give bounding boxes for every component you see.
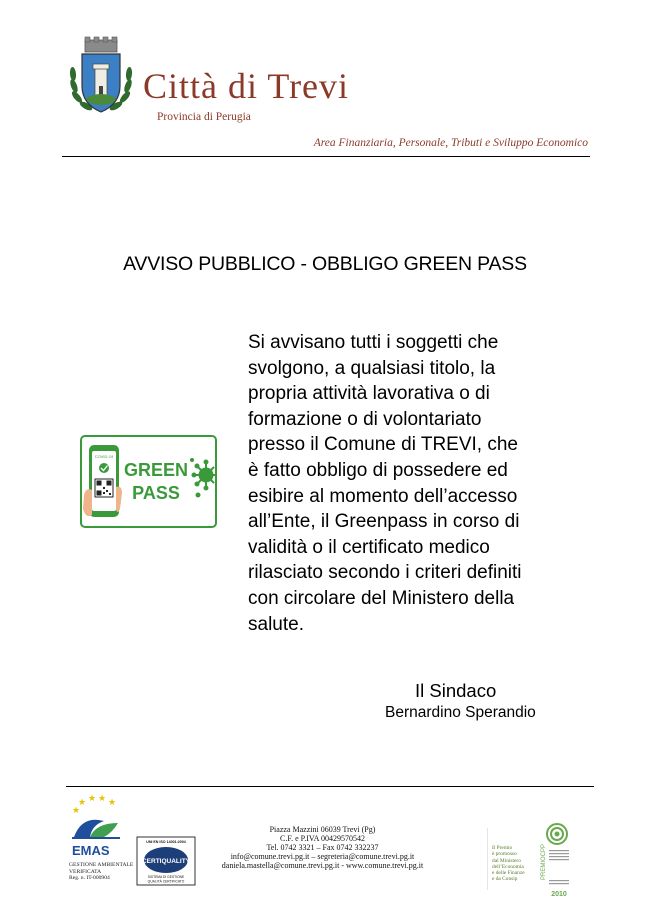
premio-caption-line: e da Consip <box>492 876 518 883</box>
premio-caption-line: Il Premio <box>492 845 513 851</box>
contact-info <box>205 826 440 871</box>
signature-block <box>385 680 585 722</box>
certiquality-standard: UNI EN ISO 14001:2004 <box>146 840 186 844</box>
notice-line: è fatto obbligo di possedere ed <box>248 459 508 481</box>
premio-caption-line: dell’Economia <box>492 863 524 870</box>
emas-logo-text: EMAS <box>72 843 110 858</box>
notice-line: presso il Comune di TREVI, che <box>248 434 518 456</box>
notice-line: salute. <box>248 613 304 635</box>
notice-line: propria attività lavorativa o di <box>248 383 490 405</box>
department-label: Area Finanziaria, Personale, Tributi e Sviluppo Economico <box>313 137 588 149</box>
notice-line: all’Ente, il Greenpass in corso di <box>248 511 520 533</box>
city-crest-logo <box>68 36 134 118</box>
notice-body <box>248 330 576 637</box>
emas-caption-line: Reg. n. IT-000904 <box>69 875 110 881</box>
premio-caption-line: e delle Finanze <box>492 870 525 877</box>
contact-address: Piazza Mazzini 06039 Trevi (Pg) <box>269 825 376 834</box>
premio-caption-line: dal Ministero <box>492 857 521 864</box>
emas-caption-line: VERIFICATA <box>69 868 102 875</box>
certiquality-caption-line: SISTEMA DI GESTIONE <box>147 875 185 879</box>
notice-line: Si avvisano tutti i soggetti che <box>248 332 499 353</box>
certiquality-name: CERTIQUALITY <box>141 858 191 865</box>
signatory-name: Bernardino Sperandio <box>385 704 536 721</box>
notice-line: con circolare del Ministero della <box>248 587 515 609</box>
green-pass-icon <box>80 435 217 528</box>
premio-year: 2010 <box>551 891 567 898</box>
premio-caption <box>492 845 525 883</box>
svg-text:★: ★ <box>88 794 97 804</box>
footer-divider <box>66 786 594 787</box>
contact-phone: Tel. 0742 3321 – Fax 0742 332237 <box>266 842 379 852</box>
emas-caption <box>69 862 133 882</box>
certiquality-caption-line: QUALITÀ CERTIFICATO <box>147 879 185 884</box>
svg-text:★: ★ <box>72 806 81 816</box>
badge-line1: GREEN <box>123 460 189 480</box>
emas-caption-line: GESTIONE AMBIENTALE <box>69 862 134 868</box>
certiquality-logo <box>136 836 196 886</box>
notice-line: esibire al momento dell’accesso <box>248 485 518 507</box>
notice-line: rilasciato secondo i criteri definiti <box>248 562 522 584</box>
notice-line: formazione o di volontariato <box>248 408 482 430</box>
signatory-role: Il Sindaco <box>415 680 497 701</box>
badge-line2: PASS <box>132 483 180 503</box>
svg-text:★: ★ <box>98 794 107 804</box>
province-label: Provincia di Perugia <box>157 111 251 123</box>
premio-caption-line: è promosso <box>492 851 517 858</box>
notice-title: AVVISO PUBBLICO - OBBLIGO GREEN PASS <box>123 253 527 275</box>
notice-line: svolgono, a qualsiasi titolo, la <box>248 357 496 379</box>
contact-email-web: daniela.mastella@comune.trevi.pg.it - www.comune.trevi.pg.it <box>221 860 424 870</box>
notice-line: validità o il certificato medico <box>248 536 490 558</box>
premio-name: PREMIOCPP <box>541 843 547 880</box>
contact-email: info@comune.trevi.pg.it – segreteria@comune.trevi.pg.it <box>230 851 415 861</box>
contact-tax-id: C.F. e P.IVA 00429570542 <box>279 833 365 843</box>
header-divider <box>62 156 590 157</box>
city-name: Città di Trevi <box>143 66 350 106</box>
svg-text:★: ★ <box>78 798 87 808</box>
svg-text:★: ★ <box>108 798 117 808</box>
phone-label: COVID-19 <box>94 454 114 459</box>
